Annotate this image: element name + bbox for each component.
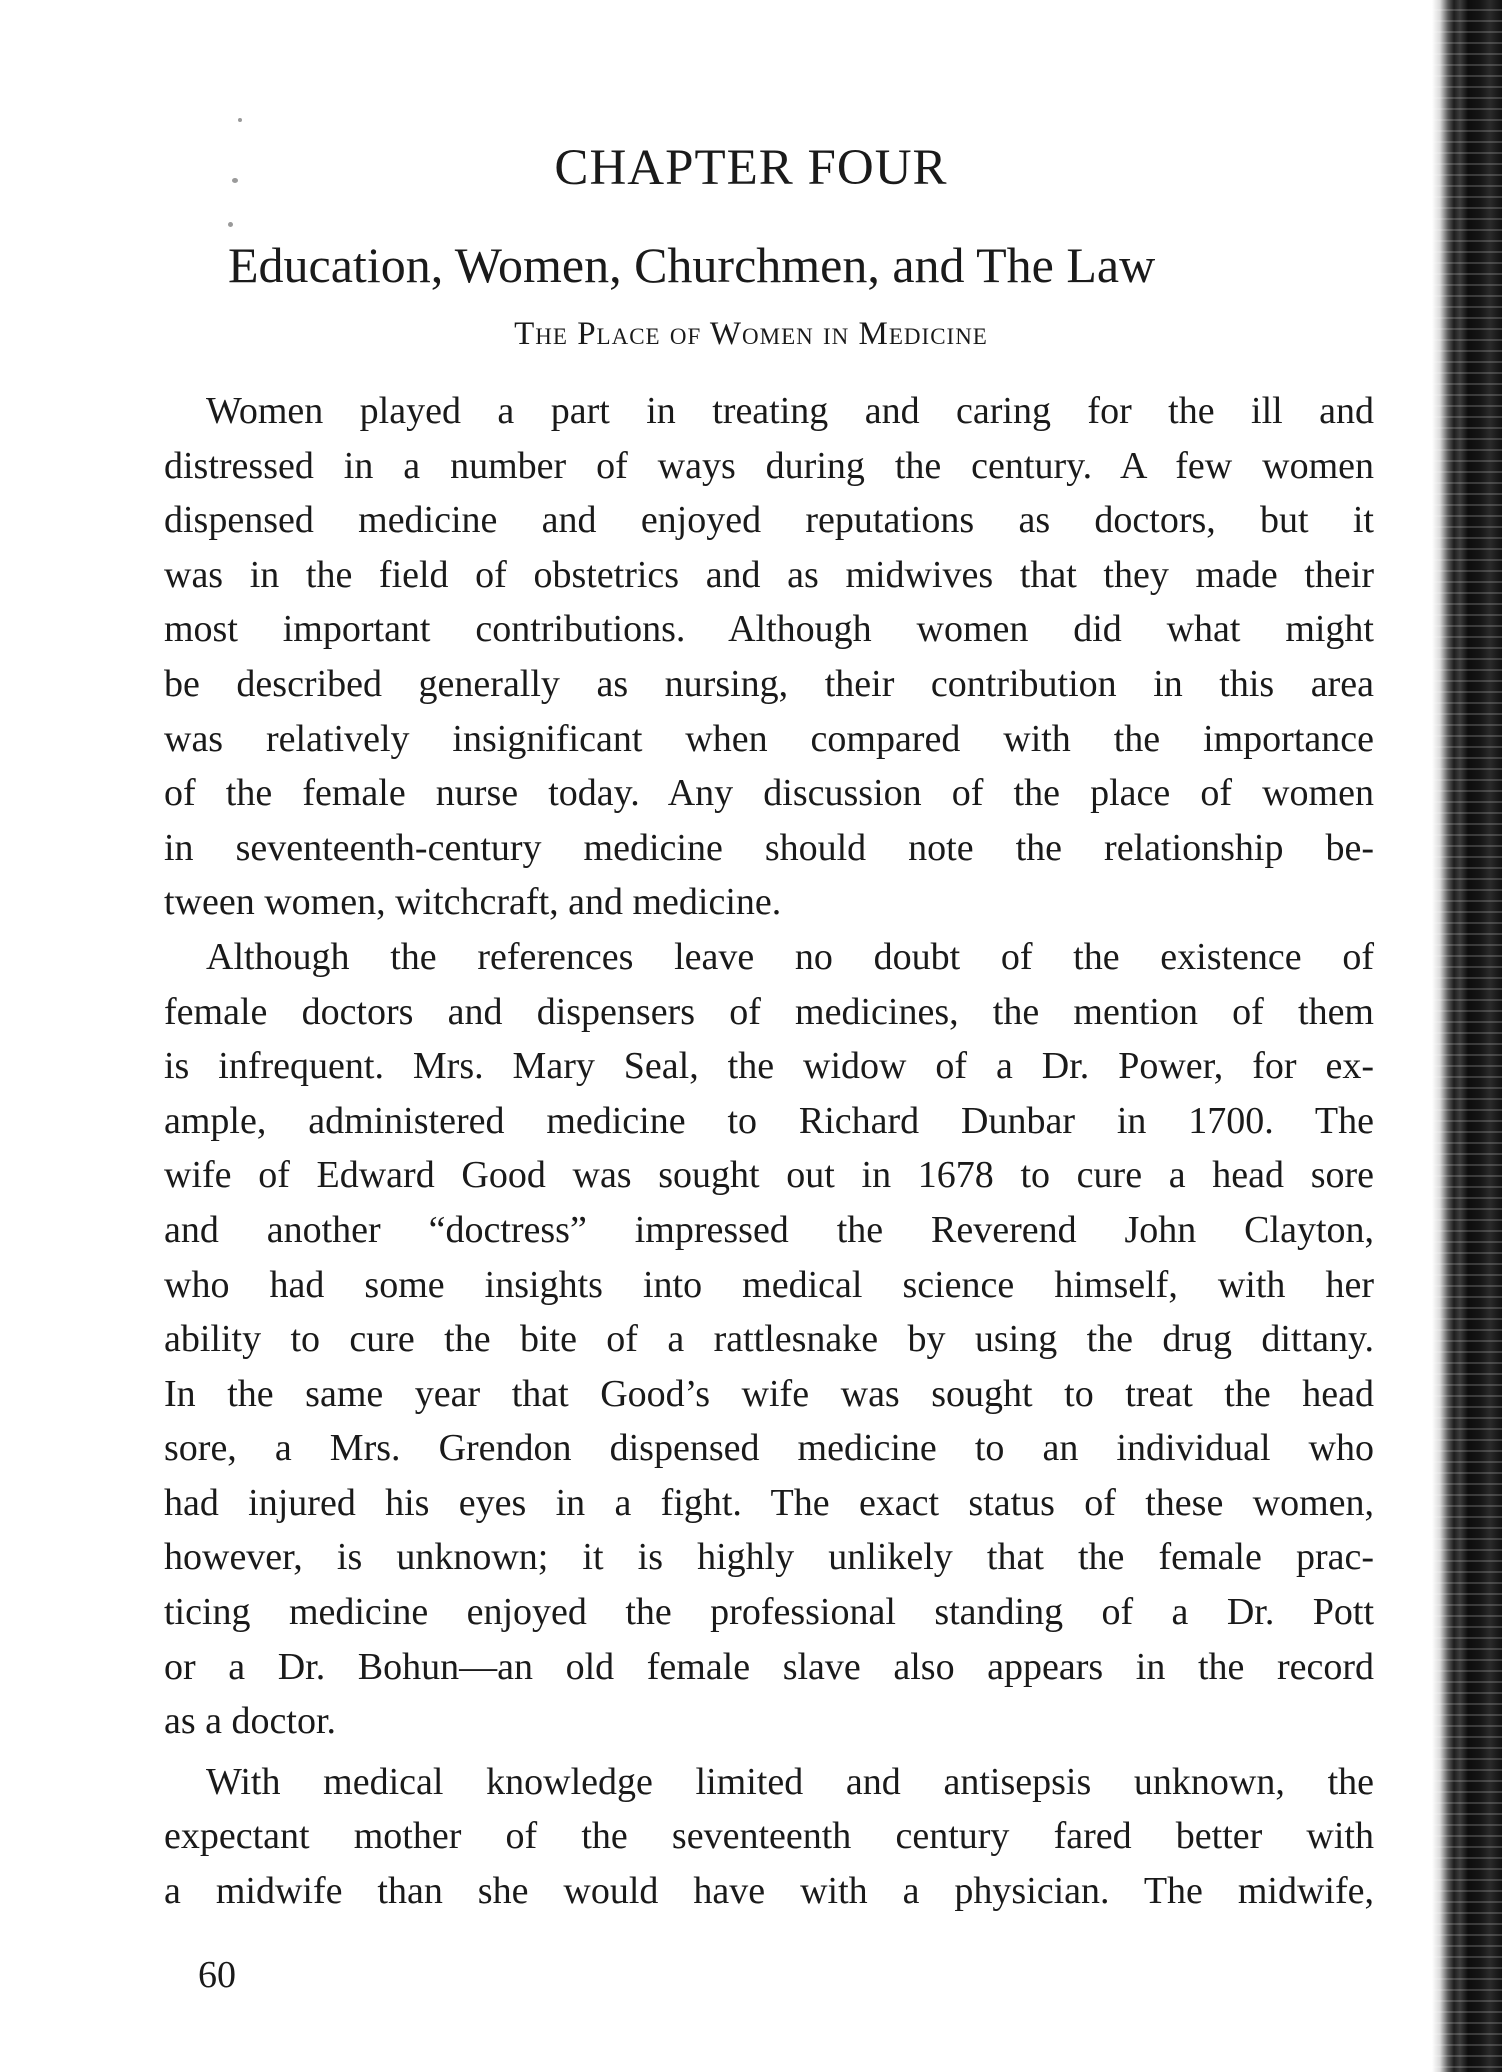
paragraph-line: a midwife than she would have with a physician. The midwife,	[164, 1870, 1374, 1913]
paragraph-line: With medical knowledge limited and antisepsis unknown, the	[206, 1760, 1374, 1803]
paragraph-line: ability to cure the bite of a rattlesnake by using the drug dittany.	[164, 1318, 1374, 1361]
paragraph-line: be described generally as nursing, their contribution in this area	[164, 662, 1374, 705]
chapter-title: Education, Women, Churchmen, and The Law	[228, 237, 1156, 293]
paragraph-line: was in the field of obstetrics and as midwives that they made their	[164, 553, 1374, 596]
paragraph-line: and another “doctress” impressed the Reverend John Clayton,	[164, 1208, 1374, 1251]
paragraph-line: most important contributions. Although women did what might	[164, 608, 1374, 651]
paragraph-line: ample, administered medicine to Richard Dunbar in 1700. The	[164, 1099, 1374, 1142]
page-number: 60	[198, 1954, 236, 1996]
paragraph-line: Although the references leave no doubt of the existence of	[206, 935, 1374, 978]
book-binding-edge	[1432, 0, 1502, 2072]
paragraph-line: as a doctor.	[164, 1700, 337, 1743]
paragraph-line: dispensed medicine and enjoyed reputations as doctors, but it	[164, 499, 1374, 542]
body-text	[164, 384, 1374, 1919]
paragraph-line: In the same year that Good’s wife was sought to treat the head	[164, 1372, 1374, 1415]
paragraph-line: is infrequent. Mrs. Mary Seal, the widow of a Dr. Power, for ex-	[164, 1045, 1374, 1088]
scan-speck	[238, 118, 242, 122]
paragraph-line: tween women, witchcraft, and medicine.	[164, 881, 782, 924]
scan-speck	[228, 222, 233, 227]
paragraph-line: however, is unknown; it is highly unlikely that the female prac-	[164, 1536, 1374, 1579]
paragraph-line: of the female nurse today. Any discussion of the place of women	[164, 772, 1374, 815]
paragraph-line: had injured his eyes in a fight. The exact status of these women,	[164, 1481, 1374, 1524]
paragraph-line: in seventeenth-century medicine should note the relationship be-	[164, 826, 1374, 869]
paragraph-line: sore, a Mrs. Grendon dispensed medicine to an individual who	[164, 1427, 1374, 1470]
paragraph-line: female doctors and dispensers of medicines, the mention of them	[164, 990, 1374, 1033]
paragraph-line: Women played a part in treating and caring for the ill and	[206, 390, 1374, 432]
section-heading: The Place of Women in Medicine	[514, 316, 988, 352]
paragraph-line: distressed in a number of ways during the century. A few women	[164, 444, 1374, 487]
paragraph-line: ticing medicine enjoyed the professional standing of a Dr. Pott	[164, 1591, 1374, 1634]
paragraph-line: or a Dr. Bohun—an old female slave also appears in the record	[164, 1645, 1374, 1688]
chapter-label: CHAPTER FOUR	[554, 140, 948, 196]
paragraph-line: was relatively insignificant when compared with the importance	[164, 717, 1374, 760]
paragraph-line: expectant mother of the seventeenth century fared better with	[164, 1815, 1374, 1858]
paragraph-line: wife of Edward Good was sought out in 1678 to cure a head sore	[164, 1154, 1374, 1197]
paragraph-line: who had some insights into medical science himself, with her	[164, 1263, 1374, 1306]
